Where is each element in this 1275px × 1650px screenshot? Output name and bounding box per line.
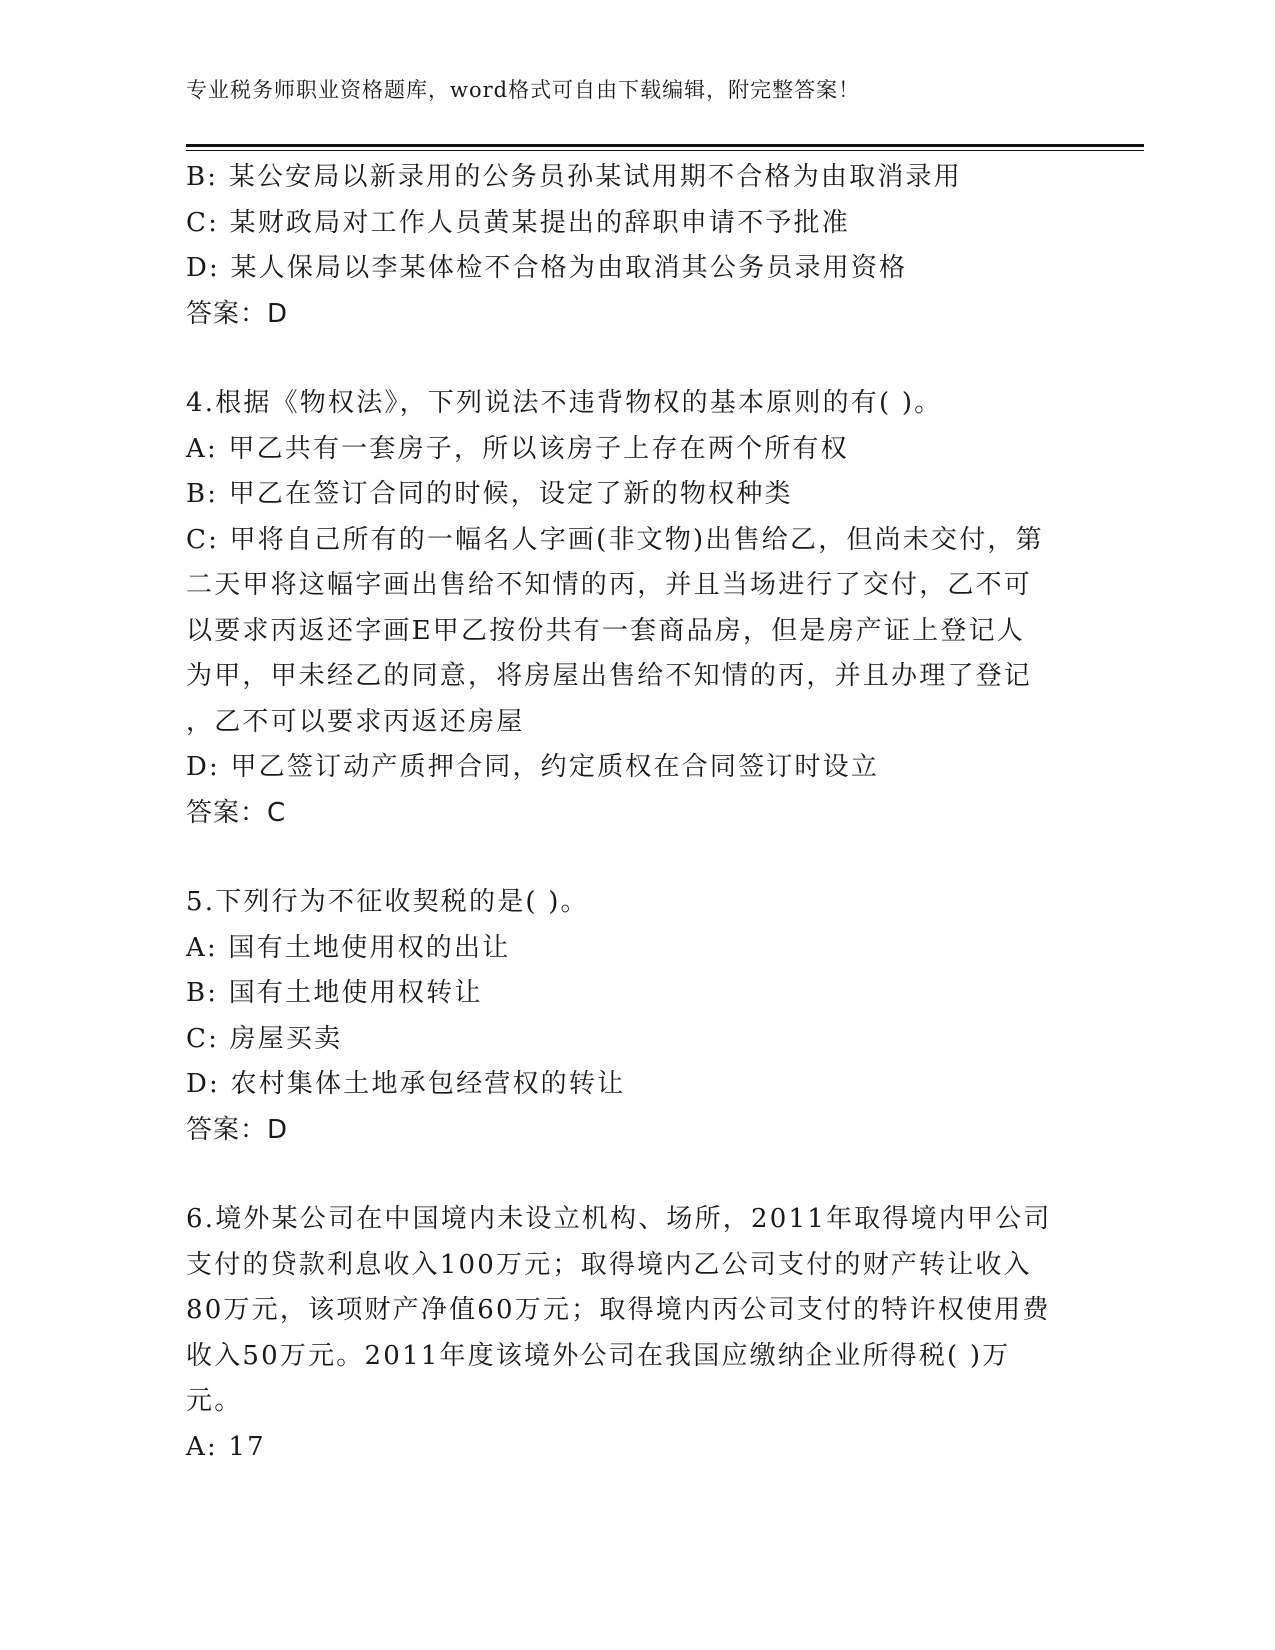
q4-option-a: A: 甲乙共有一套房子，所以该房子上存在两个所有权: [186, 433, 849, 464]
q4-question: 4.根据《物权法》，下列说法不违背物权的基本原则的有( )。: [186, 388, 943, 418]
q4-option-c-line: 为甲，甲未经乙的同意，将房屋出售给不知情的丙，并且办理了登记: [186, 661, 1033, 691]
question-content: [186, 155, 1086, 1470]
page-header: 专业税务师职业资格题库，word格式可自由下载编辑，附完整答案！: [186, 78, 861, 102]
q6-option-a: A: 17: [186, 1431, 266, 1462]
q4-option-c-line: 以要求丙返还字画E甲乙按份共有一套商品房，但是房产证上登记人: [186, 615, 1025, 646]
q3-option-b: B: 某公安局以新录用的公务员孙某试用期不合格为由取消录用: [186, 162, 962, 192]
q4-option-b: B: 甲乙在签订合同的时候，设定了新的物权种类: [186, 479, 793, 509]
spacer: [186, 1153, 1086, 1197]
q6-question-line: 支付的贷款利息收入100万元；取得境内乙公司支付的财产转让收入: [186, 1249, 1032, 1280]
header-divider-thin: [186, 150, 1144, 151]
q5-option-b: B: 国有土地使用权转让: [186, 978, 483, 1008]
q4-option-c-line: C: 甲将自己所有的一幅名人字画(非文物)出售给乙，但尚未交付，第: [186, 524, 1044, 555]
q6-question-line: 6.境外某公司在中国境内未设立机构、场所，2011年取得境内甲公司: [186, 1204, 1052, 1234]
q4-option-c-line: ，乙不可以要求丙返还房屋: [186, 706, 525, 737]
q6-question-line: 收入50万元。2011年度该境外公司在我国应缴纳企业所得税( )万: [186, 1340, 1011, 1371]
question-3-block: [186, 155, 1086, 337]
header-divider-thick: [186, 144, 1144, 147]
spacer: [186, 836, 1086, 880]
q4-option-d: D: 甲乙签订动产质押合同，约定质权在合同签订时设立: [186, 752, 880, 782]
q5-answer: 答案：D: [186, 1114, 289, 1145]
q4-option-c-line: 二天甲将这幅字画出售给不知情的丙，并且当场进行了交付，乙不可: [186, 570, 1033, 600]
q6-question-line: 80万元，该项财产净值60万元；取得境内丙公司支付的特许权使用费: [186, 1295, 1051, 1325]
q3-option-d: D: 某人保局以李某体检不合格为由取消其公务员录用资格: [186, 253, 908, 283]
q5-option-d: D: 农村集体土地承包经营权的转让: [186, 1069, 626, 1099]
spacer: [186, 337, 1086, 381]
q3-option-c: C: 某财政局对工作人员黄某提出的辞职申请不予批准: [186, 207, 850, 238]
q6-question-line: 元。: [186, 1386, 243, 1416]
q5-option-a: A: 国有土地使用权的出让: [186, 932, 511, 963]
question-4-block: [186, 381, 1086, 836]
q5-option-c: C: 房屋买卖: [186, 1023, 343, 1054]
question-5-block: [186, 880, 1086, 1153]
q4-answer: 答案：C: [186, 797, 287, 828]
q3-answer: 答案：D: [186, 298, 289, 329]
q5-question: 5.下列行为不征收契税的是( )。: [186, 887, 589, 917]
question-6-block: [186, 1197, 1086, 1470]
